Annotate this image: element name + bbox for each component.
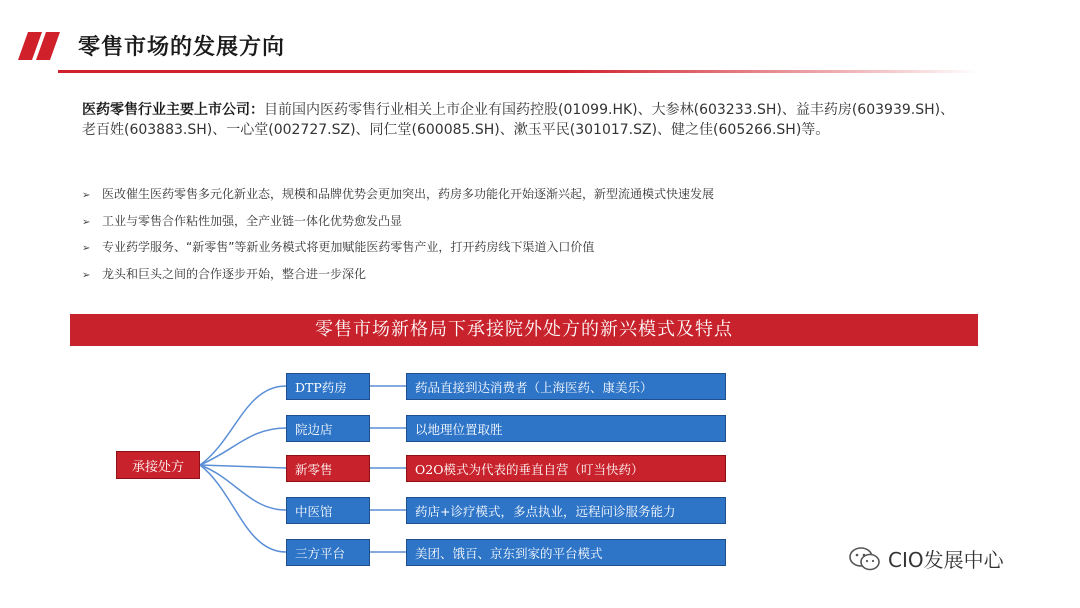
branch-label-tcm-clinic: 中医馆	[286, 497, 370, 524]
arrow-bullet-icon: ➢	[82, 216, 91, 228]
connector-line	[200, 386, 286, 465]
intro-text: 目前国内医药零售行业相关上市企业有国药控股(01099.HK)、大参林(603233.SH)、益丰药房(603939.SH)、老百姓(603883.SH)、一心堂(002727.SZ)、同仁堂(600085.SH)、漱玉平民(301017.SZ)、健之佳(605266.SH)等。	[82, 102, 955, 138]
bullet-text: 工业与零售合作粘性加强，全产业链一体化优势愈发凸显	[102, 213, 403, 228]
branch-label-new-retail: 新零售	[286, 455, 370, 482]
branch-desc-tcm-clinic: 药店+诊疗模式，多点执业，远程问诊服务能力	[406, 497, 726, 524]
branch-label-dtp: DTP药房	[286, 373, 370, 400]
bullet-text: 龙头和巨头之间的合作逐步开始，整合进一步深化	[102, 266, 367, 281]
watermark-text: CIO发展中心	[888, 548, 1004, 572]
connector-line	[200, 428, 286, 465]
arrow-bullet-icon: ➢	[82, 269, 91, 281]
bullet-text: 专业药学服务、“新零售”等新业务模式将更加赋能医药零售产业，打开药房线下渠道入口价值	[102, 240, 595, 254]
branch-desc-hospital-side-store: 以地理位置取胜	[406, 415, 726, 442]
arrow-bullet-icon: ➢	[82, 190, 91, 201]
branch-desc-new-retail: O2O模式为代表的垂直自营（叮当快药）	[406, 455, 726, 482]
arrow-bullet-icon: ➢	[82, 243, 91, 254]
branch-label-third-party: 三方平台	[286, 539, 370, 566]
wechat-icon	[848, 546, 882, 572]
branch-desc-third-party: 美团、饿百、京东到家的平台模式	[406, 539, 726, 566]
watermark	[848, 544, 1004, 573]
page-title: 零售市场的发展方向	[78, 35, 286, 60]
branch-desc-dtp: 药品直接到达消费者（上海医药、康美乐）	[406, 373, 726, 400]
root-node: 承接处方	[116, 451, 200, 479]
connector-line	[200, 465, 286, 468]
diagram-banner: 零售市场新格局下承接院外处方的新兴模式及特点	[70, 314, 978, 346]
branch-label-hospital-side-store: 院边店	[286, 415, 370, 442]
connector-line	[200, 465, 286, 510]
bullet-text: 医改催生医药零售多元化新业态，规模和品牌优势会更加突出，药房多功能化开始逐渐兴起，新型流通模式快速发展	[102, 187, 715, 201]
intro-lead: 医药零售行业主要上市公司：	[82, 102, 264, 118]
